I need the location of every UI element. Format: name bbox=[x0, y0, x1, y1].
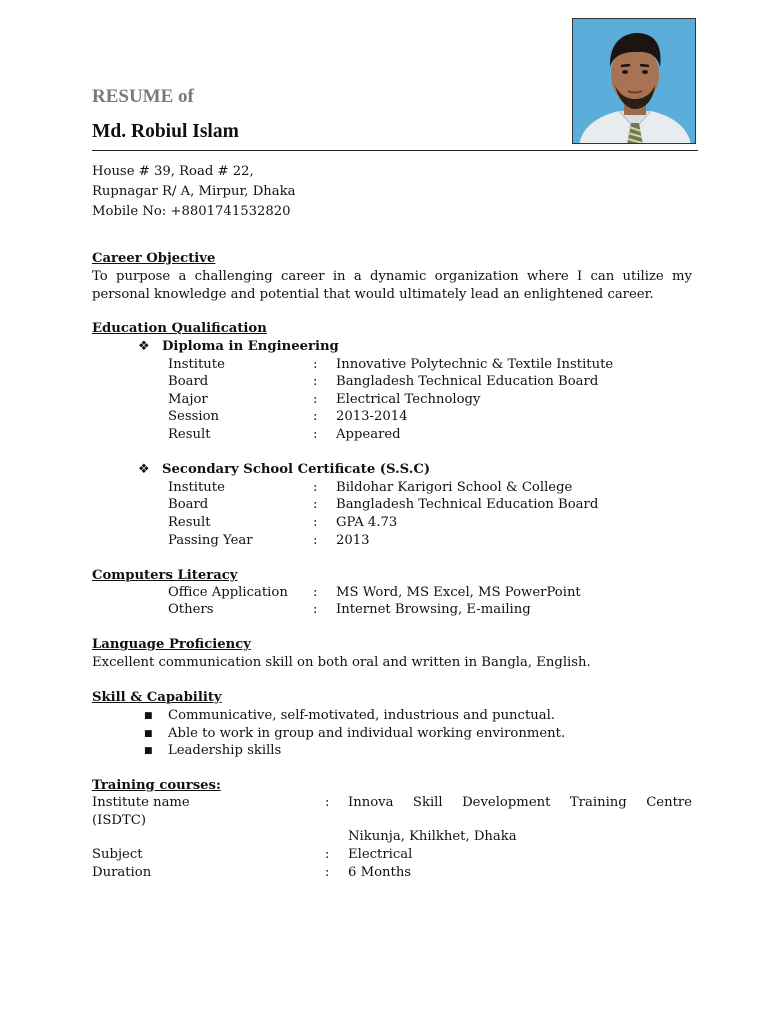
colon: : bbox=[313, 585, 318, 600]
diploma-major-label: Major bbox=[168, 392, 208, 407]
training-institute-value-line-1: Innova Skill Development Training Centre bbox=[348, 795, 692, 810]
square-bullet-icon: ■ bbox=[144, 711, 153, 721]
language-proficiency-text: Excellent communication skill on both oral and written in Bangla, English. bbox=[92, 655, 591, 670]
diploma-result-label: Result bbox=[168, 427, 211, 442]
career-objective-heading: Career Objective bbox=[92, 251, 216, 266]
ssc-board-value: Bangladesh Technical Education Board bbox=[336, 497, 599, 512]
training-subject-label: Subject bbox=[92, 847, 143, 862]
diploma-institute-value: Innovative Polytechnic & Textile Institute bbox=[336, 357, 614, 372]
passport-photo bbox=[572, 18, 696, 144]
colon: : bbox=[313, 480, 318, 495]
skill-capability-heading: Skill & Capability bbox=[92, 690, 222, 705]
colon: : bbox=[313, 409, 318, 424]
colon: : bbox=[325, 847, 330, 862]
resume-of-heading: RESUME of bbox=[92, 86, 194, 107]
career-objective-line-2: personal knowledge and potential that would ultimately lead an enlightened career. bbox=[92, 287, 654, 302]
career-objective-line-1: To purpose a challenging career in a dynamic organization where I can utilize my bbox=[92, 269, 692, 284]
diploma-institute-label: Institute bbox=[168, 357, 225, 372]
training-duration-value: 6 Months bbox=[348, 865, 412, 880]
ssc-title: Secondary School Certificate (S.S.C) bbox=[162, 462, 431, 477]
skill-item: Able to work in group and individual working environment. bbox=[168, 726, 566, 741]
address-line-2: Rupnagar R/ A, Mirpur, Dhaka bbox=[92, 184, 296, 199]
diploma-major-value: Electrical Technology bbox=[336, 392, 481, 407]
diploma-session-value: 2013-2014 bbox=[336, 409, 408, 424]
colon: : bbox=[313, 533, 318, 548]
square-bullet-icon: ■ bbox=[144, 729, 153, 739]
computers-literacy-heading: Computers Literacy bbox=[92, 568, 238, 583]
language-proficiency-heading: Language Proficiency bbox=[92, 637, 251, 652]
passport-photo-icon bbox=[573, 19, 696, 144]
diploma-session-label: Session bbox=[168, 409, 220, 424]
diploma-board-value: Bangladesh Technical Education Board bbox=[336, 374, 599, 389]
ssc-board-label: Board bbox=[168, 497, 209, 512]
training-institute-label: Institute name bbox=[92, 795, 190, 810]
candidate-name: Md. Robiul Islam bbox=[92, 121, 239, 142]
ssc-result-value: GPA 4.73 bbox=[336, 515, 398, 530]
square-bullet-icon: ■ bbox=[144, 746, 153, 756]
colon: : bbox=[313, 392, 318, 407]
colon: : bbox=[313, 427, 318, 442]
training-subject-value: Electrical bbox=[348, 847, 413, 862]
colon: : bbox=[325, 865, 330, 880]
skill-item: Communicative, self-motivated, industrious and punctual. bbox=[168, 708, 556, 723]
office-application-label: Office Application bbox=[168, 585, 288, 600]
colon: : bbox=[325, 795, 330, 810]
ssc-institute-value: Bildohar Karigori School & College bbox=[336, 480, 573, 495]
others-label: Others bbox=[168, 602, 214, 617]
diploma-result-value: Appeared bbox=[336, 427, 401, 442]
diamond-bullet-icon: ❖ bbox=[138, 339, 150, 354]
colon: : bbox=[313, 374, 318, 389]
others-value: Internet Browsing, E-mailing bbox=[336, 602, 531, 617]
training-institute-value-line-2: Nikunja, Khilkhet, Dhaka bbox=[348, 829, 517, 844]
ssc-result-label: Result bbox=[168, 515, 211, 530]
skill-item: Leadership skills bbox=[168, 743, 282, 758]
training-duration-label: Duration bbox=[92, 865, 152, 880]
address-line-1: House # 39, Road # 22, bbox=[92, 164, 254, 179]
header-divider bbox=[92, 150, 698, 151]
colon: : bbox=[313, 602, 318, 617]
colon: : bbox=[313, 357, 318, 372]
ssc-institute-label: Institute bbox=[168, 480, 225, 495]
training-courses-heading: Training courses: bbox=[92, 778, 221, 793]
office-application-value: MS Word, MS Excel, MS PowerPoint bbox=[336, 585, 581, 600]
diploma-board-label: Board bbox=[168, 374, 209, 389]
mobile-number: Mobile No: +8801741532820 bbox=[92, 204, 291, 219]
diploma-title: Diploma in Engineering bbox=[162, 339, 339, 354]
ssc-passing-year-value: 2013 bbox=[336, 533, 370, 548]
education-heading: Education Qualification bbox=[92, 321, 267, 336]
diamond-bullet-icon: ❖ bbox=[138, 462, 150, 477]
training-institute-value-wrap: (ISDTC) bbox=[92, 813, 146, 828]
colon: : bbox=[313, 515, 318, 530]
colon: : bbox=[313, 497, 318, 512]
ssc-passing-year-label: Passing Year bbox=[168, 533, 253, 548]
